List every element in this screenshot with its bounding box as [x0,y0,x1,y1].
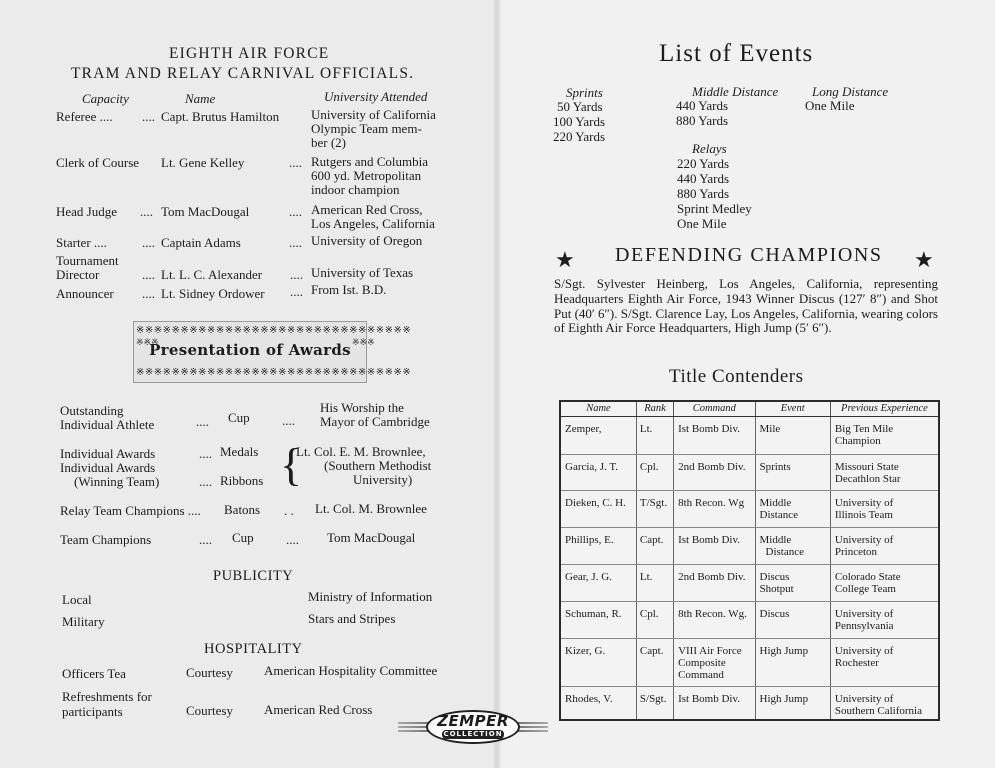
hospitality-value: American Hospitality Committee [264,663,438,678]
cell-experience: Missouri State [834,460,899,473]
cell-experience: Princeton [834,545,878,558]
publicity-title: PUBLICITY [213,568,294,584]
defending-title: DEFENDING CHAMPIONS [615,244,883,266]
cell-event: Discus [759,607,790,620]
capacity: Referee .... [56,109,113,124]
relay-item: 880 Yards [677,186,730,201]
brace: { [280,439,303,490]
leader-dots: .... [142,267,155,282]
logo-oval [426,710,520,744]
university-line: Olympic Team mem- [311,121,422,136]
cell-experience: College Team [834,582,896,595]
cell-command: 2nd Bomb Div. [678,570,746,583]
middle-item: 440 Yards [676,98,729,113]
contenders-title: Title Contenders [669,366,804,387]
cell-command: Ist Bomb Div. [678,692,741,705]
award-presenter: Tom MacDougal [327,530,416,545]
award-label: Relay Team Champions .... [60,503,201,518]
cell-rank: Lt. [639,422,653,435]
award-item: Cup [228,410,250,425]
table-row [560,416,939,454]
leader-dots: .... [142,109,155,124]
cell-name: Rhodes, V. [565,692,613,705]
official-name: Captain Adams [161,235,241,250]
award-item: Medals [220,444,259,459]
university-line: indoor champion [311,182,400,197]
cell-event: Middle [759,533,792,546]
official-name: Lt. Gene Kelley [161,155,245,170]
cell-event: High Jump [759,692,809,705]
cell-name: Schuman, R. [565,607,622,620]
leader-dots: .... [289,235,302,250]
leader-dots: .... [290,284,303,299]
leader-dots: .... [142,286,155,301]
relays-heading: Relays [692,141,727,156]
table-row [560,601,939,638]
logo-sub: COLLECTION [443,730,503,738]
hospitality-value: American Red Cross [264,702,373,717]
university-line: Los Angeles, California [311,216,435,231]
cell-rank: S/Sgt. [639,692,667,705]
capacity: Director [56,267,100,282]
long-heading: Long Distance [812,84,889,99]
logo-brand: ZEMPER [437,712,509,730]
university-line: University of Texas [311,265,414,280]
cell-name: Dieken, C. H. [565,496,626,509]
award-presenter: His Worship the [320,400,404,415]
col-header-experience: Previous Experience [830,401,939,416]
relay-item: 220 Yards [677,156,730,171]
capacity: Starter .... [56,235,107,250]
col-header-command: Command [674,401,755,416]
cell-command: VIII Air Force [678,644,742,657]
contenders-table [559,400,940,721]
table-row [560,638,939,686]
hospitality-label: participants [62,704,123,719]
cell-event: High Jump [759,644,809,657]
official-name: Lt. L. C. Alexander [161,267,263,282]
cell-event: Middle [759,496,792,509]
cell-event: Mile [759,422,781,435]
award-presenter: Mayor of Cambridge [320,414,430,429]
events-title: List of Events [659,40,814,67]
cell-experience: University of [834,692,894,705]
table-row [560,454,939,490]
award-item: Cup [232,530,254,545]
leader-dots: .... [289,204,302,219]
middle-item: 880 Yards [676,113,729,128]
header-capacity: Capacity [82,91,129,106]
award-label: Individual Awards [60,460,156,475]
hospitality-label: Officers Tea [62,666,126,681]
university-line: 600 yd. Metropolitan [311,168,422,183]
cell-command: Command [678,668,724,681]
cell-name: Gear, J. G. [565,570,612,583]
award-label: Individual Athlete [60,417,155,432]
cell-event: Distance [759,508,798,521]
award-item: Batons [224,502,261,517]
cell-command: 8th Recon. Wg. [678,607,747,620]
table-row [560,564,939,601]
leader-dots: .... [196,414,209,429]
university-line: University of California [311,107,436,122]
header-name: Name [185,91,216,106]
leader-dots: .... [140,204,153,219]
cell-event: Distance [765,545,804,558]
table-row [560,527,939,564]
officials-title-line2: TRAM AND RELAY CARNIVAL OFFICIALS. [71,65,415,82]
cell-experience: Champion [834,434,881,447]
university-line: University of Oregon [311,233,423,248]
page-fold [493,0,501,768]
cell-command: Ist Bomb Div. [678,533,741,546]
table-row [560,490,939,527]
cell-event: Discus [759,570,790,583]
leader-dots: .... [286,532,299,547]
leader-dots: .... [199,446,212,461]
col-header-rank: Rank [636,401,673,416]
hospitality-title: HOSPITALITY [204,641,303,657]
cell-experience: Rochester [834,656,879,669]
leader-dots: .... [289,155,302,170]
university-line: ber (2) [311,135,347,150]
hospitality-mid: Courtesy [186,665,233,680]
sprints-heading: Sprints [566,85,603,100]
publicity-value: Stars and Stripes [308,611,396,626]
cell-rank: Lt. [639,570,653,583]
relay-item: One Mile [677,216,727,231]
cell-experience: Illinois Team [834,508,893,521]
publicity-value: Ministry of Information [308,589,433,604]
sprint-item: 100 Yards [553,114,606,129]
middle-heading: Middle Distance [692,84,779,99]
cell-rank: Capt. [639,533,664,546]
cell-name: Zemper, [565,422,602,435]
cell-command: Ist Bomb Div. [678,422,741,435]
cell-name: Kizer, G. [565,644,606,657]
leader-dots: .... [290,267,303,282]
officials-title-line1: EIGHTH AIR FORCE [169,45,330,62]
hospitality-label: Refreshments for [62,689,152,704]
cell-experience: University of [834,607,894,620]
cell-name: Garcia, J. T. [565,460,619,473]
capacity: Head Judge [56,204,118,219]
header-university: University Attended [324,89,428,104]
long-item: One Mile [805,98,855,113]
col-header-event: Event [755,401,830,416]
cell-rank: Cpl. [639,607,659,620]
capacity: Clerk of Course [56,155,140,170]
banner-border-bottom: ※※※※※※※※※※※※※※※※※※※※※※※※※※※※※※※ [136,367,412,378]
award-presenter: Lt. Col. M. Brownlee [315,501,427,516]
leader-dots: .... [142,235,155,250]
award-label: (Winning Team) [74,474,160,489]
cell-experience: University of [834,644,894,657]
cell-rank: Cpl. [639,460,659,473]
cell-name: Phillips, E. [565,533,614,546]
banner-border-left: ※※※ [136,337,159,347]
official-name: Tom MacDougal [161,204,250,219]
defending-text: S/Sgt. Sylvester Heinberg, Los Angeles, California, representing Headquarters Eighth Air Force, 1943 Winner Discus (127′ 8″) and Shot Put (40′ 6″). S/Sgt. Clarence Lay, Los Angeles, California, wearing colors of Eighth Air Force Headquarters, High Jump (5′ 6″). [554,276,938,336]
award-presenter: Lt. Col. E. M. Brownlee, [296,444,426,459]
star-icon: ★ [914,247,934,272]
cell-command: 8th Recon. Wg [678,496,745,509]
university-line: American Red Cross, [311,202,423,217]
cell-experience: University of [834,496,894,509]
leader-dots: .... [199,532,212,547]
cell-experience: Decathlon Star [834,472,901,485]
leader-dots: .... [282,413,295,428]
cell-experience: Colorado State [834,570,901,583]
cell-command: 2nd Bomb Div. [678,460,746,473]
table-header-row [560,401,939,416]
cell-experience: Southern California [834,704,922,717]
table-row [560,686,939,720]
star-icon: ★ [555,247,575,272]
cell-experience: University of [834,533,894,546]
cell-rank: T/Sgt. [639,496,668,509]
relay-item: Sprint Medley [677,201,752,216]
award-presenter: (Southern Methodist [324,458,432,473]
university-line: From Ist. B.D. [311,282,387,297]
official-name: Lt. Sidney Ordower [161,286,265,301]
col-header-name: Name [560,401,636,416]
cell-experience: Big Ten Mile [834,422,894,435]
cell-rank: Capt. [639,644,664,657]
award-presenter: University) [353,472,413,487]
official-name: Capt. Brutus Hamilton [161,109,280,124]
award-label: Outstanding [60,403,124,418]
cell-experience: Pennsylvania [834,619,894,632]
banner-border-top: ※※※※※※※※※※※※※※※※※※※※※※※※※※※※※※※ [136,325,412,336]
cell-event: Shotput [759,582,794,595]
capacity: Announcer [56,286,114,301]
capacity: Tournament [56,253,119,268]
university-line: Rutgers and Columbia [311,154,428,169]
relay-item: 440 Yards [677,171,730,186]
leader-dots: .... [199,474,212,489]
publicity-label: Military [62,614,105,629]
cell-event: Sprints [759,460,791,473]
award-label: Individual Awards [60,446,156,461]
sprint-item: 50 Yards [557,99,603,114]
banner-border-right: ※※※ [352,337,375,347]
hospitality-mid: Courtesy [186,703,233,718]
awards-banner [133,321,412,383]
award-item: Ribbons [220,473,264,488]
zemper-collection-logo [398,708,548,746]
leader-dots: . . [284,503,294,518]
publicity-label: Local [62,592,92,607]
award-label: Team Champions [60,532,152,547]
cell-command: Composite [678,656,726,669]
awards-title: Presentation of Awards [149,341,351,359]
sprint-item: 220 Yards [553,129,606,144]
